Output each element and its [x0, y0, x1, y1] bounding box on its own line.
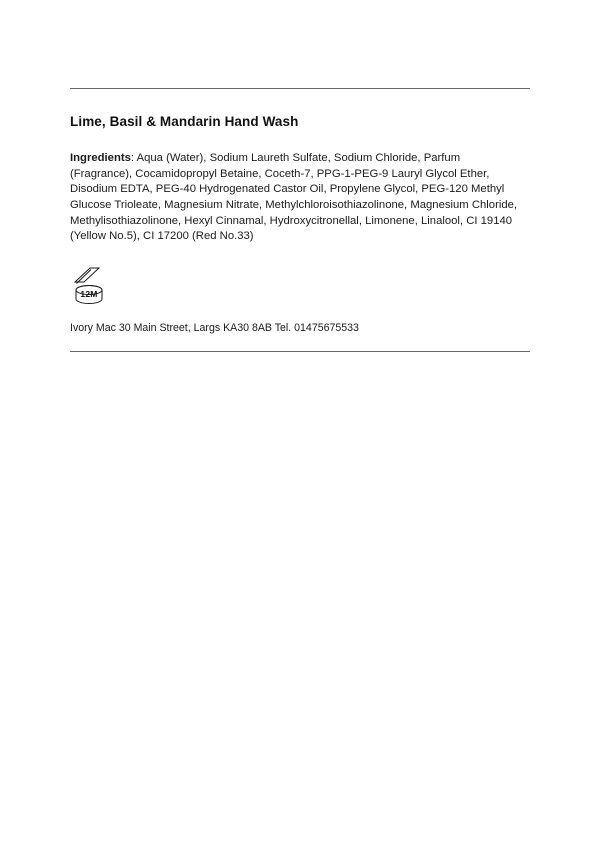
pao-symbol-wrap [70, 263, 530, 309]
ingredients-list: : Aqua (Water), Sodium Laureth Sulfate, Sodium Chloride, Parfum (Fragrance), Cocamidopropyl Betaine, Coceth-7, PPG-1-PEG-9 Lauryl Glycol Ether, Disodium EDTA, PEG-40 Hydrogenated Castor Oil, Propylene Glycol, PEG-120 Methyl Glucose Trioleate, Magnesium Nitrate, Methylchloroisothiazolinone, Magnesium Chloride, Methylisothiazolinone, Hexyl Cinnamal, Hydroxycitronellal, Limonene, Linalool, CI 19140 (Yellow No.5), CI 17200 (Red No.33) [70, 152, 518, 243]
ingredients-paragraph [70, 151, 518, 245]
divider-top [70, 88, 530, 89]
period-after-opening-icon [70, 263, 108, 307]
ingredients-label: Ingredients [70, 152, 131, 165]
page-title: Lime, Basil & Mandarin Hand Wash [70, 114, 299, 129]
product-label [70, 88, 530, 352]
manufacturer-address: Ivory Mac 30 Main Street, Largs KA30 8AB Tel. 01475675533 [70, 321, 359, 334]
divider-bottom [70, 351, 530, 352]
pao-label: 12M [80, 288, 98, 299]
